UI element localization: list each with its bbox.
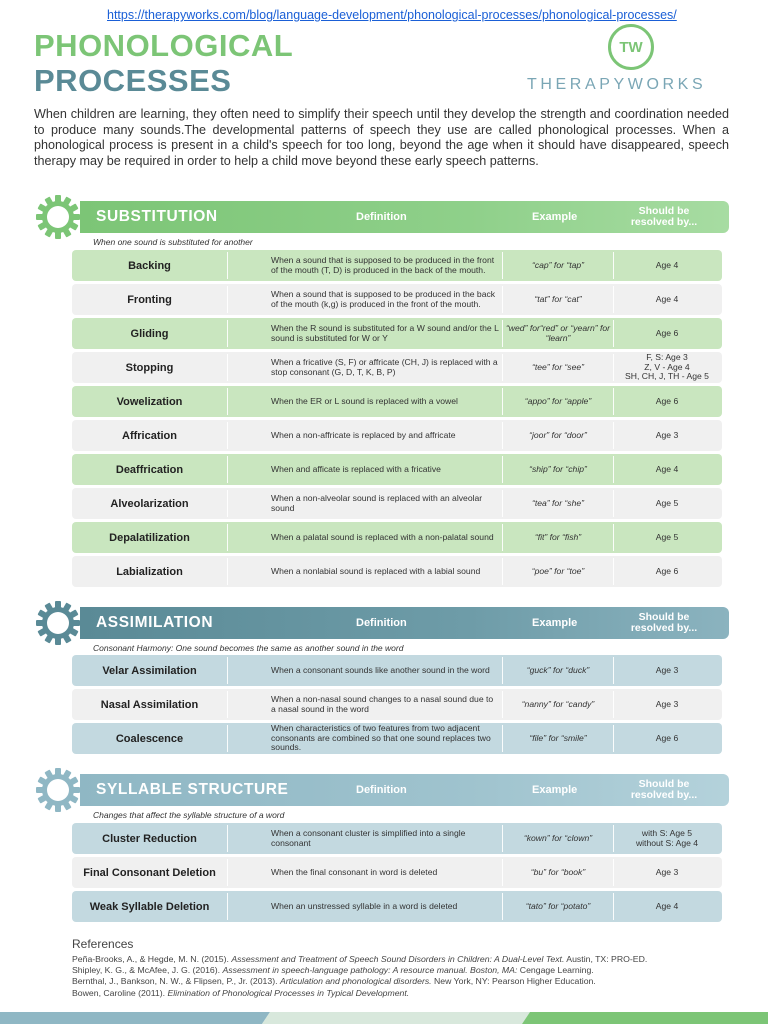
column-divider: [227, 893, 228, 920]
process-definition: When the ER or L sound is replaced with a vowel: [271, 395, 458, 406]
process-example: “tato” for “potato”: [525, 900, 591, 911]
section-gear-icon: [36, 601, 80, 645]
process-example: “appo” for “apple”: [524, 395, 592, 406]
column-divider: [227, 422, 228, 449]
process-example: “ship” for “chip”: [529, 463, 587, 474]
column-definition-label: Definition: [356, 617, 407, 629]
process-name: Affrication: [122, 429, 177, 442]
process-definition: When an unstressed syllable in a word is deleted: [271, 900, 458, 911]
table-row: [72, 250, 722, 281]
therapyworks-logo-icon: [608, 24, 654, 70]
process-example: “tee” for “see”: [531, 361, 585, 372]
resolved-age: Age 3: [655, 866, 679, 877]
logo-monogram: TW: [619, 38, 643, 56]
column-example-label: Example: [532, 211, 578, 223]
resolved-age: Age 5: [655, 497, 679, 508]
process-name: Nasal Assimilation: [100, 698, 199, 711]
process-example: “cap” for “tap”: [531, 259, 585, 270]
section-title: SUBSTITUTION: [96, 208, 218, 225]
process-definition: When a palatal sound is replaced with a non-palatal sound: [271, 531, 494, 542]
resolved-age: Age 6: [655, 732, 679, 743]
column-divider: [227, 558, 228, 585]
table-row: [72, 352, 722, 383]
column-divider: [502, 859, 503, 886]
reference-item: Bernthal, J., Bankson, N. W., & Flipsen, P., Jr. (2013). Articulation and phonological disorders. New York, NY: Pearson Higher Education.: [72, 976, 596, 987]
column-resolved-label: Should be resolved by...: [630, 204, 698, 228]
column-divider: [227, 691, 228, 718]
process-definition: When a fricative (S, F) or affricate (CH, J) is replaced with a stop consonant (G, D, T, K, B, P): [271, 357, 498, 377]
process-definition: When characteristics of two features from two adjacent consonants are combined so that one sound replaces two sounds.: [271, 723, 491, 753]
column-divider: [502, 524, 503, 551]
table-row: [72, 522, 722, 553]
column-divider: [227, 657, 228, 684]
column-example-label: Example: [532, 784, 578, 796]
process-definition: When a non-alveolar sound is replaced with an alveolar sound: [271, 493, 483, 513]
process-example: “nanny” for “candy”: [521, 698, 595, 709]
process-definition: When a sound that is supposed to be produced in the front of the mouth (T, D) is produced in the back of the mouth.: [271, 255, 495, 275]
resolved-age: Age 6: [655, 327, 679, 338]
table-row: [72, 723, 722, 754]
process-example: “kown” for “clown”: [523, 832, 593, 843]
resolved-age: F, S: Age 3 Z, V - Age 4 SH, CH, J, TH - Age 5: [625, 352, 709, 382]
process-example: “guck” for “duck”: [526, 664, 590, 675]
reference-item: Peña-Brooks, A., & Hegde, M. N. (2015). Assessment and Treatment of Speech Sound Disorders in Children: A Dual-Level Text. Austin, TX: PRO-ED.: [72, 954, 648, 964]
process-definition: When a nonlabial sound is replaced with a labial sound: [271, 565, 481, 576]
resolved-age: Age 5: [655, 531, 679, 542]
section-note: When one sound is substituted for another: [93, 237, 253, 247]
table-row: [72, 857, 722, 888]
column-divider: [227, 286, 228, 313]
process-example: “tat” for “cat”: [534, 293, 582, 304]
process-name: Vowelization: [116, 395, 183, 408]
section-title: SYLLABLE STRUCTURE: [96, 781, 289, 798]
table-row: [72, 386, 722, 417]
column-divider: [502, 893, 503, 920]
column-divider: [502, 286, 503, 313]
column-divider: [502, 725, 503, 752]
column-divider: [502, 490, 503, 517]
table-row: [72, 689, 722, 720]
process-example: “bu” for “book”: [530, 866, 586, 877]
process-definition: When a non-affricate is replaced by and affricate: [271, 429, 456, 440]
resolved-age: Age 6: [655, 565, 679, 576]
table-row: [72, 488, 722, 519]
page-title-line2: PROCESSES: [34, 63, 232, 98]
process-definition: When a consonant cluster is simplified into a single consonant: [271, 828, 466, 848]
process-name: Depalatilization: [109, 531, 190, 544]
process-name: Deaffrication: [115, 463, 184, 476]
column-divider: [227, 354, 228, 381]
table-row: [72, 655, 722, 686]
column-divider: [227, 725, 228, 752]
resolved-age: Age 4: [655, 293, 679, 304]
page-title-line1: PHONOLOGICAL: [34, 28, 294, 63]
table-row: [72, 454, 722, 485]
process-definition: When a non-nasal sound changes to a nasal sound due to a nasal sound in the word: [271, 694, 494, 714]
process-definition: When a sound that is supposed to be produced in the back of the mouth (k,g) is produced in the front of the mouth.: [271, 289, 496, 309]
process-example: “tea” for “she”: [531, 497, 585, 508]
process-example: “poe” for “toe”: [531, 565, 585, 576]
process-name: Alveolarization: [110, 497, 189, 510]
section-gear-icon: [36, 195, 80, 239]
column-divider: [502, 825, 503, 852]
column-divider: [227, 825, 228, 852]
footer-stripe: [0, 1012, 768, 1024]
column-divider: [502, 388, 503, 415]
source-url-link[interactable]: https://therapyworks.com/blog/language-development/phonological-processes/phonological-processes/: [107, 8, 677, 22]
table-row: [72, 823, 722, 854]
process-name: Fronting: [127, 293, 172, 306]
references: [72, 937, 752, 999]
column-divider: [502, 354, 503, 381]
column-divider: [227, 252, 228, 279]
section-header: [80, 774, 729, 806]
resolved-age: Age 6: [655, 395, 679, 406]
process-name: Velar Assimilation: [102, 664, 197, 677]
process-name: Coalescence: [115, 732, 184, 745]
column-divider: [227, 524, 228, 551]
column-divider: [502, 558, 503, 585]
table-row: [72, 318, 722, 349]
column-divider: [227, 490, 228, 517]
resolved-age: Age 4: [655, 900, 679, 911]
table-row: [72, 556, 722, 587]
resolved-age: Age 4: [655, 259, 679, 270]
process-definition: When a consonant sounds like another sound in the word: [271, 664, 490, 675]
process-name: Backing: [128, 259, 171, 272]
process-name: Labialization: [116, 565, 183, 578]
process-example: “wed” for“red” or “yearn” for “learn”: [505, 323, 611, 343]
column-divider: [227, 320, 228, 347]
column-divider: [502, 252, 503, 279]
process-definition: When the final consonant in word is deleted: [271, 866, 438, 877]
intro-paragraph: When children are learning, they often need to simplify their speech until they develop the strength and coordination needed to produce many sounds.The developmental patterns of speech they use are called phonological processes. When a phonological process is present in a child's speech for too long, beyond the age when it should have disappeared, speech therapy may be required in order to help a child move beyond these early speech patterns.: [34, 107, 729, 168]
column-divider: [502, 422, 503, 449]
process-example: “file” for “smile”: [529, 732, 587, 743]
column-resolved-label: Should be resolved by...: [630, 777, 698, 801]
process-name: Gliding: [130, 327, 169, 340]
column-divider: [502, 691, 503, 718]
process-definition: When and afficate is replaced with a fricative: [271, 463, 441, 474]
resolved-age: Age 3: [655, 698, 679, 709]
table-row: [72, 284, 722, 315]
table-row: [72, 891, 722, 922]
column-divider: [502, 320, 503, 347]
table-row: [72, 420, 722, 451]
section-header: [80, 201, 729, 233]
reference-item: Shipley, K. G., & McAfee, J. G. (2016). Assessment in speech-language pathology: A resource manual. Boston, MA: Cengage Learning.: [72, 965, 594, 976]
section-title: ASSIMILATION: [96, 614, 214, 631]
process-definition: When the R sound is substituted for a W sound and/or the L sound is substituted for W or Y: [271, 323, 499, 343]
column-definition-label: Definition: [356, 211, 407, 223]
process-example: “fit” for “fish”: [534, 531, 582, 542]
column-resolved-label: Should be resolved by...: [630, 610, 698, 634]
column-divider: [227, 388, 228, 415]
reference-item: Bowen, Caroline (2011). Elimination of Phonological Processes in Typical Development.: [72, 987, 410, 998]
process-name: Weak Syllable Deletion: [89, 900, 210, 913]
section-note: Changes that affect the syllable structure of a word: [93, 810, 285, 820]
process-name: Final Consonant Deletion: [83, 866, 216, 879]
logo-wordmark: THERAPYWORKS: [527, 76, 707, 93]
column-divider: [227, 859, 228, 886]
section-note: Consonant Harmony: One sound becomes the same as another sound in the word: [93, 643, 404, 653]
section-header: [80, 607, 729, 639]
resolved-age: Age 4: [655, 463, 679, 474]
process-name: Stopping: [125, 361, 174, 374]
process-name: Cluster Reduction: [102, 832, 197, 845]
resolved-age: with S: Age 5 without S: Age 4: [635, 828, 699, 848]
section-gear-icon: [36, 768, 80, 812]
column-divider: [502, 657, 503, 684]
references-heading: References: [72, 937, 134, 951]
column-divider: [227, 456, 228, 483]
column-divider: [502, 456, 503, 483]
resolved-age: Age 3: [655, 429, 679, 440]
resolved-age: Age 3: [655, 664, 679, 675]
column-definition-label: Definition: [356, 784, 407, 796]
process-example: “joor” for “door”: [529, 429, 587, 440]
column-example-label: Example: [532, 617, 578, 629]
